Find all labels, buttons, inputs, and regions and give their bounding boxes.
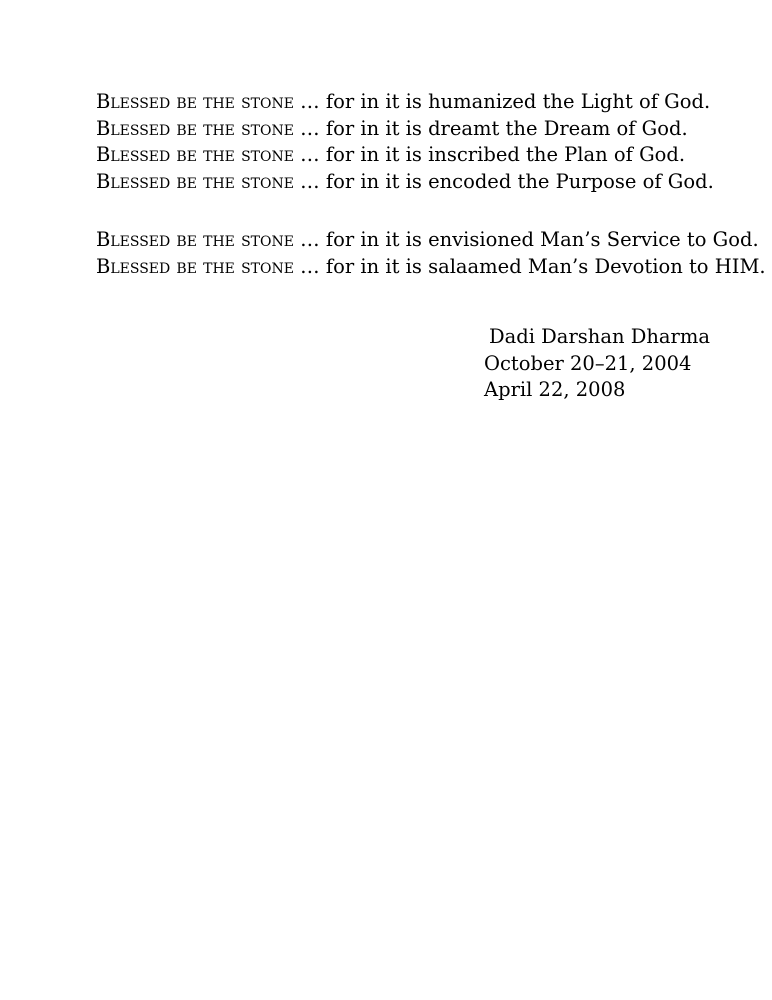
line-text: … for in it is dreamt the Dream of God. (293, 116, 688, 140)
poem-line (96, 116, 714, 143)
line-lead: Blessed be the stone (96, 90, 294, 113)
poem-line (96, 227, 766, 254)
date-line: April 22, 2008 (484, 378, 626, 401)
line-lead: Blessed be the stone (96, 169, 294, 193)
poem-line (96, 169, 714, 196)
stanza-2 (96, 227, 766, 280)
author-name: Dadi Darshan Dharma (489, 325, 710, 348)
line-text: … for in it is inscribed the Plan of God. (293, 143, 686, 166)
poem-line (96, 254, 766, 281)
line-text: … for in it is envisioned Man’s Service to God. (293, 228, 759, 251)
line-text: … for in it is encoded the Purpose of God. (293, 169, 714, 193)
poem-line (96, 89, 714, 116)
poem-line (96, 142, 714, 169)
line-lead: Blessed be the stone (96, 228, 294, 251)
line-text: … for in it is humanized the Light of God. (293, 90, 711, 113)
date-line: October 20–21, 2004 (484, 351, 692, 375)
line-text: … for in it is salaamed Man’s Devotion to HIM. (293, 254, 766, 278)
signature-block (484, 324, 710, 404)
stanza-1 (96, 89, 714, 195)
line-lead: Blessed be the stone (96, 143, 294, 166)
line-lead: Blessed be the stone (96, 116, 294, 140)
line-lead: Blessed be the stone (96, 254, 294, 278)
